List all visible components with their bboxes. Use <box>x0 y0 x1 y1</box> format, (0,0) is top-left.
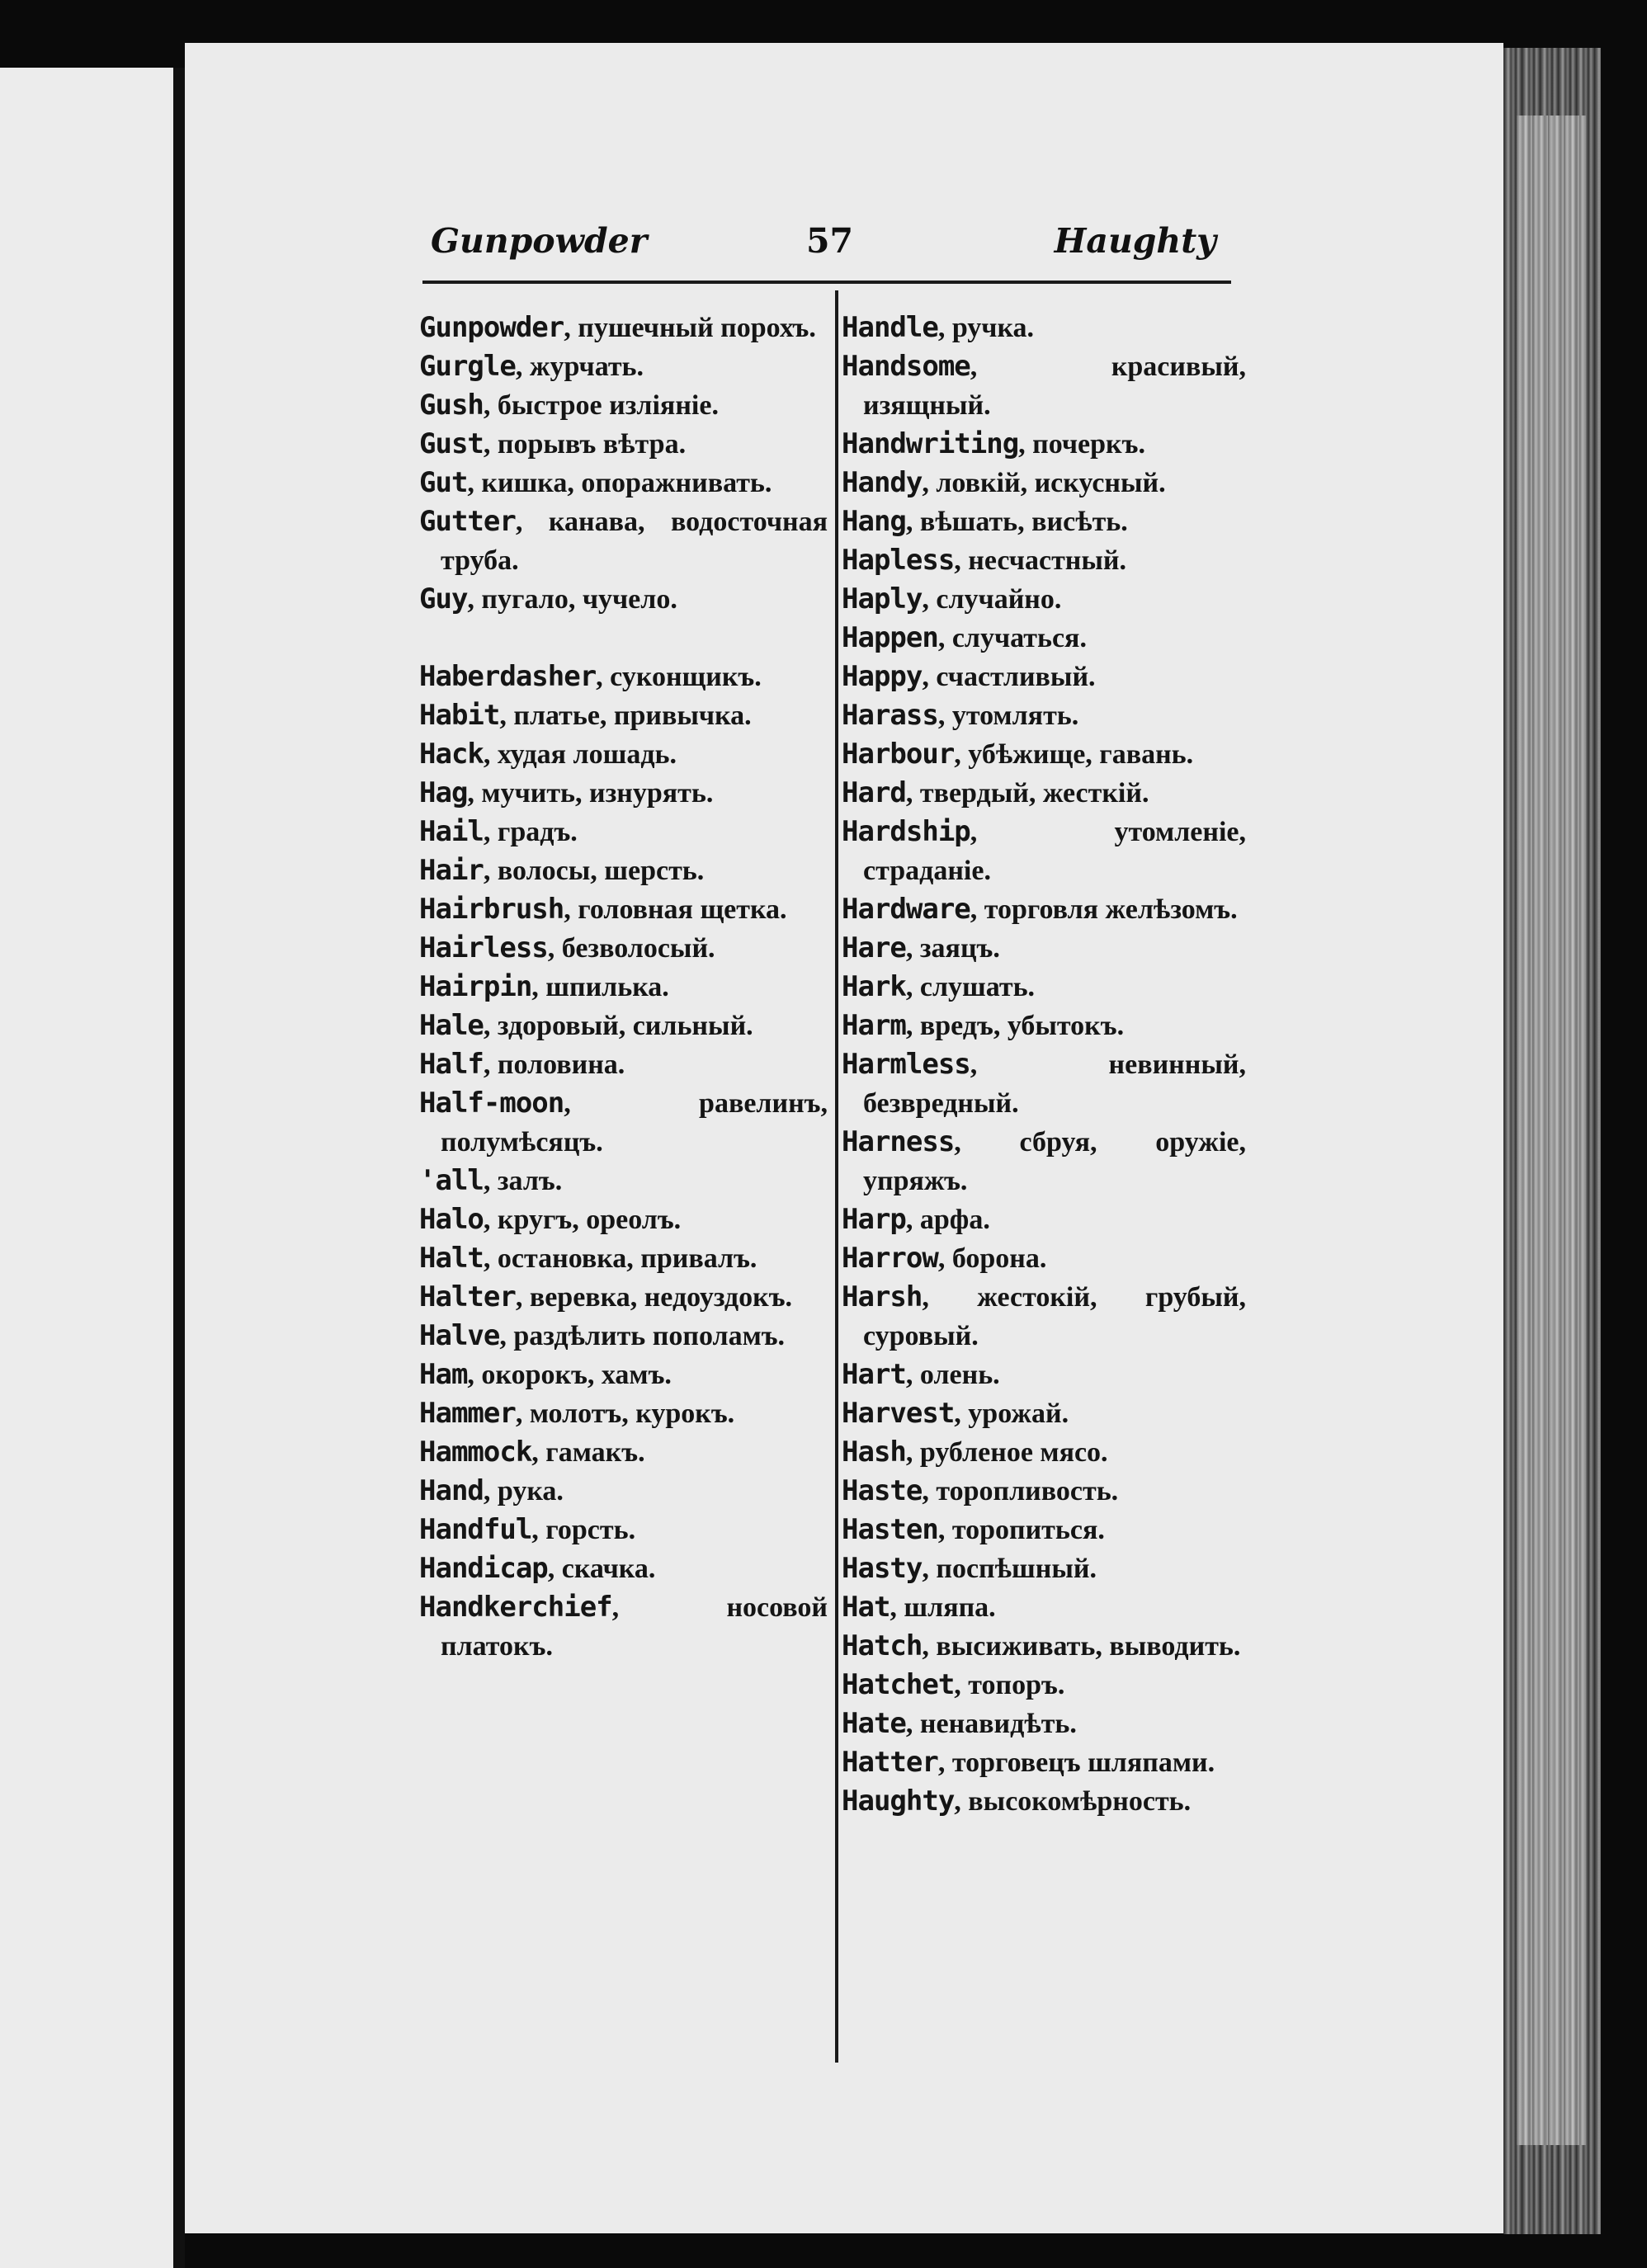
entry-definition: , сбруя, оружіе, упряжъ. <box>863 1127 1246 1196</box>
entry-headword: Harvest <box>842 1397 955 1430</box>
entry-headword: Hasten <box>842 1513 938 1546</box>
entry-headword: Handwriting <box>842 427 1019 460</box>
column-divider <box>835 290 838 2063</box>
entry-definition: , ненавидѣть. <box>905 1709 1077 1739</box>
entry-definition: , раздѣлить пополамъ. <box>499 1321 786 1351</box>
dictionary-entry <box>842 1549 1246 1588</box>
entry-definition: , градъ. <box>483 817 578 847</box>
dictionary-entry <box>842 929 1246 968</box>
entry-headword: 'all <box>419 1164 484 1197</box>
entry-definition: , журчать. <box>515 351 644 382</box>
dictionary-entry <box>419 309 828 347</box>
entry-definition: , высиживать, выводить. <box>922 1631 1241 1662</box>
entry-headword: Hat <box>842 1591 890 1624</box>
entry-headword: Hash <box>842 1436 906 1469</box>
dictionary-entry <box>842 580 1246 619</box>
entry-definition: , платье, привычка. <box>499 700 752 731</box>
entry-definition: , кишка, опоражнивать. <box>467 468 772 498</box>
entry-definition: , невинный, безвредный. <box>863 1049 1246 1119</box>
dictionary-entry <box>842 696 1246 735</box>
entry-definition: , окорокъ, хамъ. <box>467 1360 672 1390</box>
entry-headword: Half <box>419 1048 484 1081</box>
entry-headword: Halo <box>419 1203 484 1236</box>
running-head <box>431 221 1216 271</box>
dictionary-entry <box>419 1045 828 1084</box>
dictionary-entry <box>842 968 1246 1007</box>
dictionary-entry <box>842 735 1246 774</box>
dictionary-entry <box>419 735 828 774</box>
entry-definition: , ручка. <box>937 313 1035 343</box>
dictionary-entry <box>842 658 1246 696</box>
dictionary-entry <box>419 658 828 696</box>
entry-definition: , головная щетка. <box>564 894 787 925</box>
entry-headword: Hail <box>419 815 484 848</box>
dictionary-entry <box>419 1278 828 1317</box>
dictionary-entry <box>842 347 1246 425</box>
entry-headword: Hair <box>419 854 484 887</box>
entry-headword: Hale <box>419 1009 484 1042</box>
dictionary-entry <box>419 1511 828 1549</box>
entry-definition: , быстрое изліяніе. <box>483 390 719 421</box>
entry-headword: Hardship <box>842 815 970 848</box>
dictionary-entry <box>842 502 1246 541</box>
dictionary-entry <box>842 1666 1246 1705</box>
entry-headword: Gut <box>419 466 468 499</box>
entry-definition: , залъ. <box>483 1166 563 1196</box>
entry-definition: , канава, водосточная труба. <box>441 507 828 576</box>
entry-definition: , высокомѣрность. <box>954 1786 1192 1817</box>
entry-headword: Hairless <box>419 931 548 964</box>
entry-definition: , пугало, чучело. <box>467 584 677 615</box>
entry-definition: , топоръ. <box>954 1670 1065 1700</box>
dictionary-entry <box>419 1356 828 1394</box>
entry-headword: Hand <box>419 1474 484 1507</box>
entry-definition: , борона. <box>937 1243 1047 1274</box>
entry-headword: Hammock <box>419 1436 532 1469</box>
entry-definition: , шляпа. <box>890 1592 996 1623</box>
dictionary-entry <box>842 890 1246 929</box>
entry-definition: , гамакъ. <box>531 1437 645 1468</box>
dictionary-entry <box>842 619 1246 658</box>
entry-definition: , несчастный. <box>954 545 1126 576</box>
facing-page <box>0 68 173 2268</box>
entry-definition: , носовой платокъ. <box>441 1592 828 1662</box>
dictionary-entry <box>419 580 828 619</box>
entry-headword: Handy <box>842 466 923 499</box>
entry-headword: Hardware <box>842 893 970 926</box>
entry-headword: Harp <box>842 1203 906 1236</box>
dictionary-entry <box>419 851 828 890</box>
dictionary-entry <box>842 1239 1246 1278</box>
right-column <box>842 309 1246 1821</box>
entry-headword: Hatchet <box>842 1668 955 1701</box>
entry-headword: Hart <box>842 1358 906 1391</box>
entry-headword: Happy <box>842 660 923 693</box>
dictionary-entry <box>419 1200 828 1239</box>
dictionary-entry <box>419 696 828 735</box>
dictionary-entry <box>842 1472 1246 1511</box>
entry-definition: , вѣшать, висѣть. <box>905 507 1128 537</box>
dictionary-entry <box>842 1045 1246 1123</box>
entry-definition: , рубленое мясо. <box>905 1437 1108 1468</box>
entry-definition: , арфа. <box>905 1205 990 1235</box>
dictionary-entry <box>419 774 828 813</box>
entry-headword: Hag <box>419 776 468 809</box>
dictionary-entry <box>419 1007 828 1045</box>
entry-headword: Handkerchief <box>419 1591 612 1624</box>
entry-headword: Habit <box>419 699 500 732</box>
entry-headword: Hasty <box>842 1552 923 1585</box>
entry-headword: Guy <box>419 582 468 615</box>
dictionary-entry <box>419 1162 828 1200</box>
entry-headword: Ham <box>419 1358 468 1391</box>
entry-definition: , убѣжище, гавань. <box>954 739 1194 770</box>
dictionary-entry <box>419 929 828 968</box>
dictionary-entry <box>419 386 828 425</box>
entry-definition: , рука. <box>483 1476 564 1506</box>
dictionary-entry <box>842 1588 1246 1627</box>
entry-definition: , шпилька. <box>531 972 669 1002</box>
entry-headword: Hang <box>842 505 906 538</box>
entry-headword: Hatter <box>842 1746 938 1779</box>
entry-headword: Hairpin <box>419 970 532 1003</box>
entry-headword: Hark <box>842 970 906 1003</box>
entry-definition: , волосы, шерсть. <box>483 856 705 886</box>
entry-definition: , скачка. <box>547 1554 656 1584</box>
entry-headword: Harness <box>842 1125 955 1158</box>
entry-definition: , ловкій, искусный. <box>922 468 1166 498</box>
entry-definition: , остановка, привалъ. <box>483 1243 757 1274</box>
entry-headword: Hatch <box>842 1629 923 1662</box>
page-number: 57 <box>806 221 854 261</box>
entry-definition: , суконщикъ. <box>596 662 762 692</box>
entry-definition: , красивый, изящный. <box>863 351 1246 421</box>
dictionary-entry <box>842 1782 1246 1821</box>
entry-definition: , горсть. <box>531 1515 636 1545</box>
dictionary-entry <box>419 1084 828 1162</box>
entry-headword: Halve <box>419 1319 500 1352</box>
entry-definition: , вредъ, убытокъ. <box>905 1011 1125 1041</box>
entry-headword: Harsh <box>842 1280 923 1313</box>
dictionary-entry <box>842 1007 1246 1045</box>
dictionary-entry <box>842 1743 1246 1782</box>
entry-definition: , утомлять. <box>937 700 1079 731</box>
entry-definition: , случаться. <box>937 623 1087 653</box>
entry-definition: , поспѣшный. <box>922 1554 1097 1584</box>
dictionary-entry <box>842 1394 1246 1433</box>
entry-definition: , пушечный порохъ. <box>564 313 816 343</box>
entry-headword: Hare <box>842 931 906 964</box>
entry-definition: , половина. <box>483 1049 625 1080</box>
entry-headword: Gurgle <box>419 350 516 383</box>
entry-headword: Hard <box>842 776 906 809</box>
entry-definition: , почеркъ. <box>1018 429 1145 460</box>
dictionary-entry <box>419 1317 828 1356</box>
entry-headword: Gunpowder <box>419 311 564 344</box>
entry-definition: , безволосый. <box>547 933 715 964</box>
entry-definition: , порывъ вѣтра. <box>483 429 687 460</box>
entry-headword: Hack <box>419 738 484 771</box>
dictionary-entry <box>419 347 828 386</box>
left-column <box>419 309 828 1666</box>
entry-headword: Harrow <box>842 1242 938 1275</box>
dictionary-entry <box>842 813 1246 890</box>
entry-headword: Handsome <box>842 350 970 383</box>
entry-headword: Halt <box>419 1242 484 1275</box>
entry-headword: Hammer <box>419 1397 516 1430</box>
entry-headword: Hapless <box>842 544 955 577</box>
entry-headword: Halter <box>419 1280 516 1313</box>
running-head-last-word: Haughty <box>1054 221 1216 261</box>
entry-definition: , урожай. <box>954 1398 1069 1429</box>
dictionary-entry <box>842 464 1246 502</box>
entry-headword: Gust <box>419 427 484 460</box>
dictionary-entry <box>419 890 828 929</box>
entry-headword: Happen <box>842 621 938 654</box>
entry-headword: Harmless <box>842 1048 970 1081</box>
entry-headword: Hairbrush <box>419 893 564 926</box>
dictionary-entry <box>419 1239 828 1278</box>
entry-headword: Haply <box>842 582 923 615</box>
dictionary-entry <box>419 1394 828 1433</box>
dictionary-entry <box>842 425 1246 464</box>
entry-headword: Haste <box>842 1474 923 1507</box>
dictionary-entry <box>842 1278 1246 1356</box>
dictionary-entry <box>842 309 1246 347</box>
entry-headword: Hate <box>842 1707 906 1740</box>
entry-definition: , мучить, изнурять. <box>467 778 714 809</box>
entry-definition: , худая лошадь. <box>483 739 677 770</box>
entry-headword: Haughty <box>842 1785 955 1818</box>
dictionary-entry <box>419 1549 828 1588</box>
entry-definition: , торговля желѣзомъ. <box>970 894 1238 925</box>
entry-headword: Harass <box>842 699 938 732</box>
entry-headword: Half-moon <box>419 1087 564 1120</box>
dictionary-entry <box>419 464 828 502</box>
entry-definition: , молотъ, курокъ. <box>515 1398 735 1429</box>
entry-headword: Handicap <box>419 1552 548 1585</box>
entry-definition: , кругъ, ореолъ. <box>483 1205 682 1235</box>
dictionary-entry <box>842 1200 1246 1239</box>
header-rule <box>422 281 1231 284</box>
entry-headword: Gutter <box>419 505 516 538</box>
dictionary-entry <box>842 1705 1246 1743</box>
entry-definition: , торопливость. <box>922 1476 1119 1506</box>
entry-definition: , веревка, недоуздокъ. <box>515 1282 793 1313</box>
entry-definition: , счастливый. <box>922 662 1096 692</box>
entry-definition: , жестокій, грубый, суровый. <box>863 1282 1246 1351</box>
dictionary-entry <box>419 425 828 464</box>
entry-definition: , здоровый, сильный. <box>483 1011 753 1041</box>
dictionary-entry <box>419 1588 828 1666</box>
entry-definition: , твердый, жесткій. <box>905 778 1149 809</box>
dictionary-entry <box>842 1433 1246 1472</box>
dictionary-entry <box>419 968 828 1007</box>
entry-headword: Haberdasher <box>419 660 597 693</box>
entry-definition: , утомленіе, страданіе. <box>863 817 1246 886</box>
dictionary-entry <box>419 1433 828 1472</box>
dictionary-entry <box>842 774 1246 813</box>
dictionary-entry <box>842 1123 1246 1200</box>
entry-definition: , слушать. <box>905 972 1036 1002</box>
entry-headword: Handle <box>842 311 938 344</box>
dictionary-entry <box>419 1472 828 1511</box>
entry-headword: Harm <box>842 1009 906 1042</box>
dictionary-entry <box>842 541 1246 580</box>
dictionary-entry <box>842 1356 1246 1394</box>
entry-definition: , случайно. <box>922 584 1062 615</box>
page-block-edge-highlight <box>1517 116 1586 2145</box>
dictionary-entry <box>842 1511 1246 1549</box>
entry-headword: Gush <box>419 389 484 422</box>
entry-headword: Handful <box>419 1513 532 1546</box>
entry-definition: , торговецъ шляпами. <box>937 1747 1215 1778</box>
dictionary-entry <box>419 502 828 580</box>
entry-headword: Harbour <box>842 738 955 771</box>
dictionary-entry <box>419 813 828 851</box>
binding-gutter <box>173 68 185 2268</box>
entry-definition: , олень. <box>905 1360 1000 1390</box>
entry-definition: , заяцъ. <box>905 933 1000 964</box>
entry-definition: , торопиться. <box>937 1515 1105 1545</box>
running-head-first-word: Gunpowder <box>431 221 648 261</box>
dictionary-entry <box>842 1627 1246 1666</box>
entry-definition: , равелинъ, полумѣсяцъ. <box>441 1088 828 1158</box>
